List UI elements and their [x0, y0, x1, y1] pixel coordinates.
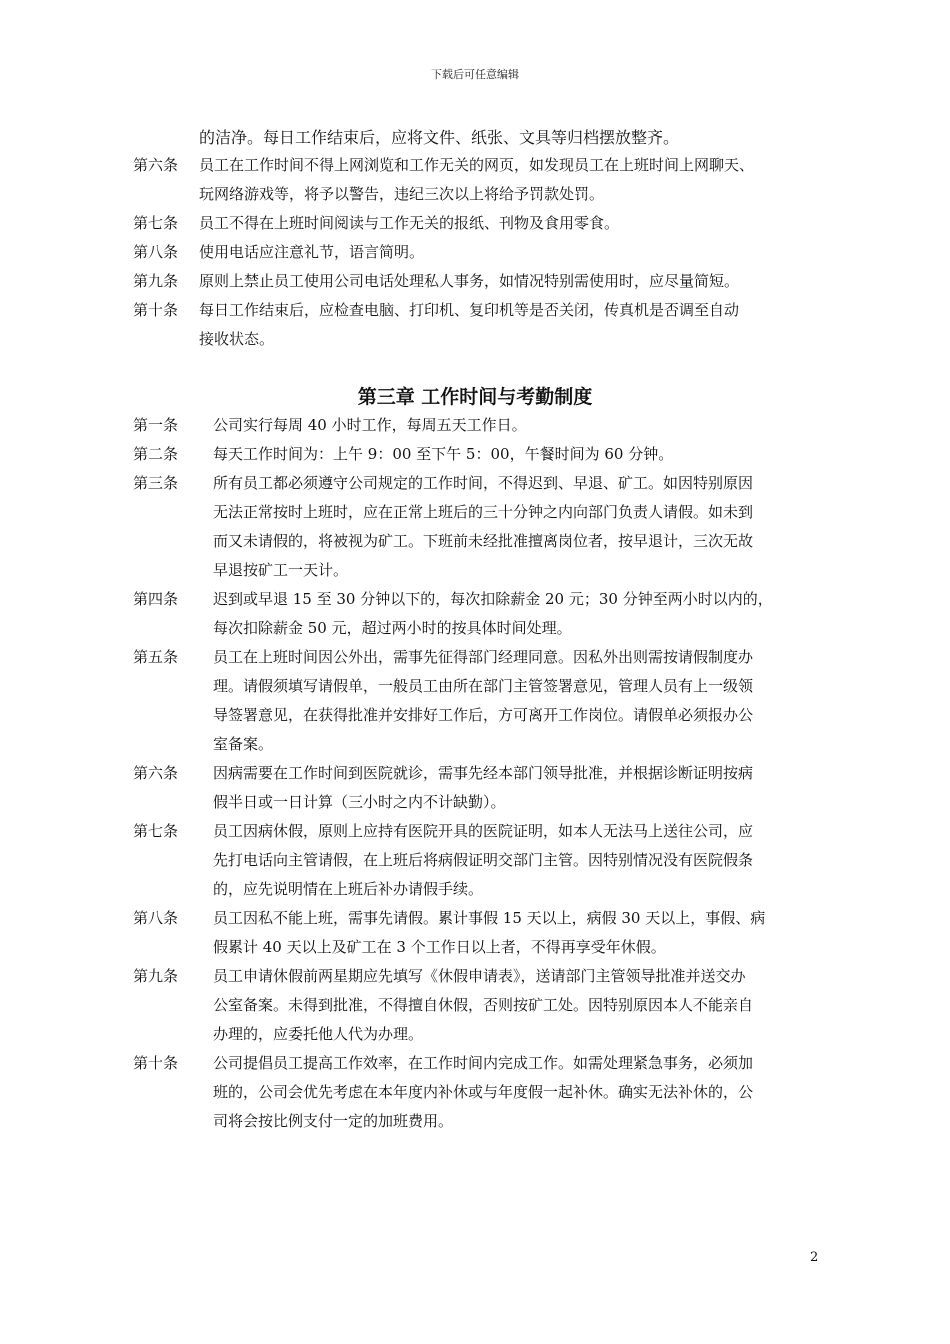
article-text-line: 员工因私不能上班，需事先请假。累计事假 15 天以上，病假 30 天以上，事假、病 — [213, 909, 766, 927]
article-text-line: 每次扣除薪金 50 元，超过两小时的按具体时间处理。 — [213, 619, 572, 637]
article-text-line: 无法正常按时上班时，应在正常上班后的三十分钟之内向部门负责人请假。如未到 — [213, 503, 754, 521]
article-text-line: 员工在工作时间不得上网浏览和工作无关的网页，如发现员工在上班时间上网聊天、 — [199, 156, 755, 174]
article-text-line: 公司提倡员工提高工作效率，在工作时间内完成工作。如需处理紧急事务，必须加 — [213, 1054, 754, 1072]
article-text-line: 玩网络游戏等，将予以警告，违纪三次以上将给予罚款处罚。 — [199, 185, 605, 203]
article-number: 第十条 — [133, 1054, 179, 1072]
article-text-line: 每日工作结束后，应检查电脑、打印机、复印机等是否关闭，传真机是否调至自动 — [199, 301, 740, 319]
article-text-line: 员工不得在上班时间阅读与工作无关的报纸、刊物及食用零食。 — [199, 214, 620, 232]
article-number: 第九条 — [133, 272, 179, 290]
article-text-line: 的，应先说明情在上班后补办请假手续。 — [213, 880, 484, 898]
article-number: 第八条 — [133, 909, 179, 927]
article-text-line: 因病需要在工作时间到医院就诊，需事先经本部门领导批准，并根据诊断证明按病 — [213, 764, 754, 782]
article-text-line: 导签署意见，在获得批准并安排好工作后，方可离开工作岗位。请假单必须报办公 — [213, 706, 754, 724]
article-text-line: 办理的，应委托他人代为办理。 — [213, 1025, 424, 1043]
article-text-line: 公室备案。未得到批准，不得擅自休假，否则按矿工处。因特别原因本人不能亲自 — [213, 996, 754, 1014]
article-number: 第八条 — [133, 243, 179, 261]
article-number: 第五条 — [133, 648, 179, 666]
article-text-line: 而又未请假的，将被视为矿工。下班前未经批准擅离岗位者，按早退计，三次无故 — [213, 532, 754, 550]
article-number: 第十条 — [133, 301, 179, 319]
article-number: 第七条 — [133, 822, 179, 840]
article-text-line: 早退按矿工一天计。 — [213, 561, 349, 579]
article-number: 第六条 — [133, 764, 179, 782]
article-number: 第三条 — [133, 474, 179, 492]
article-number: 第二条 — [133, 445, 179, 463]
continuation-line: 的洁净。每日工作结束后，应将文件、纸张、文具等归档摆放整齐。 — [199, 128, 680, 147]
article-text-line: 接收状态。 — [199, 330, 275, 348]
article-text-line: 假累计 40 天以上及矿工在 3 个工作日以上者，不得再享受年休假。 — [213, 938, 666, 956]
article-text-line: 先打电话向主管请假，在上班后将病假证明交部门主管。因特别情况没有医院假条 — [213, 851, 754, 869]
article-text-line: 司将会按比例支付一定的加班费用。 — [213, 1112, 454, 1130]
article-text-line: 员工在上班时间因公外出，需事先征得部门经理同意。因私外出则需按请假制度办 — [213, 648, 754, 666]
article-text-line: 假半日或一日计算（三小时之内不计缺勤）。 — [213, 793, 506, 811]
article-text-line: 所有员工都必须遵守公司规定的工作时间，不得迟到、早退、矿工。如因特别原因 — [213, 474, 754, 492]
article-text-line: 理。请假须填写请假单，一般员工由所在部门主管签署意见，管理人员有上一级领 — [213, 677, 754, 695]
article-number: 第六条 — [133, 156, 179, 174]
article-number: 第七条 — [133, 214, 179, 232]
article-text-line: 员工因病休假，原则上应持有医院开具的医院证明，如本人无法马上送往公司，应 — [213, 822, 754, 840]
article-text-line: 迟到或早退 15 至 30 分钟以下的，每次扣除薪金 20 元；30 分钟至两小时以内的， — [213, 590, 773, 608]
article-text-line: 使用电话应注意礼节，语言简明。 — [199, 243, 425, 261]
article-text-line: 原则上禁止员工使用公司电话处理私人事务，如情况特别需使用时，应尽量简短。 — [199, 272, 740, 290]
article-text-line: 班的，公司会优先考虑在本年度内补休或与年度假一起补休。确实无法补休的，公 — [213, 1083, 754, 1101]
article-number: 第一条 — [133, 416, 179, 434]
chapter-title: 第三章 工作时间与考勤制度 — [357, 386, 593, 408]
article-text-line: 公司实行每周 40 小时工作，每周五天工作日。 — [213, 416, 527, 434]
article-number: 第九条 — [133, 967, 179, 985]
article-number: 第四条 — [133, 590, 179, 608]
article-text-line: 员工申请休假前两星期应先填写《休假申请表》，送请部门主管领导批准并送交办 — [213, 967, 746, 985]
page-header: 下载后可任意编辑 — [431, 68, 519, 81]
article-text-line: 室备案。 — [213, 735, 274, 753]
article-text-line: 每天工作时间为：上午 9：00 至下午 5：00，午餐时间为 60 分钟。 — [213, 445, 674, 463]
page-number: 2 — [810, 1250, 819, 1265]
